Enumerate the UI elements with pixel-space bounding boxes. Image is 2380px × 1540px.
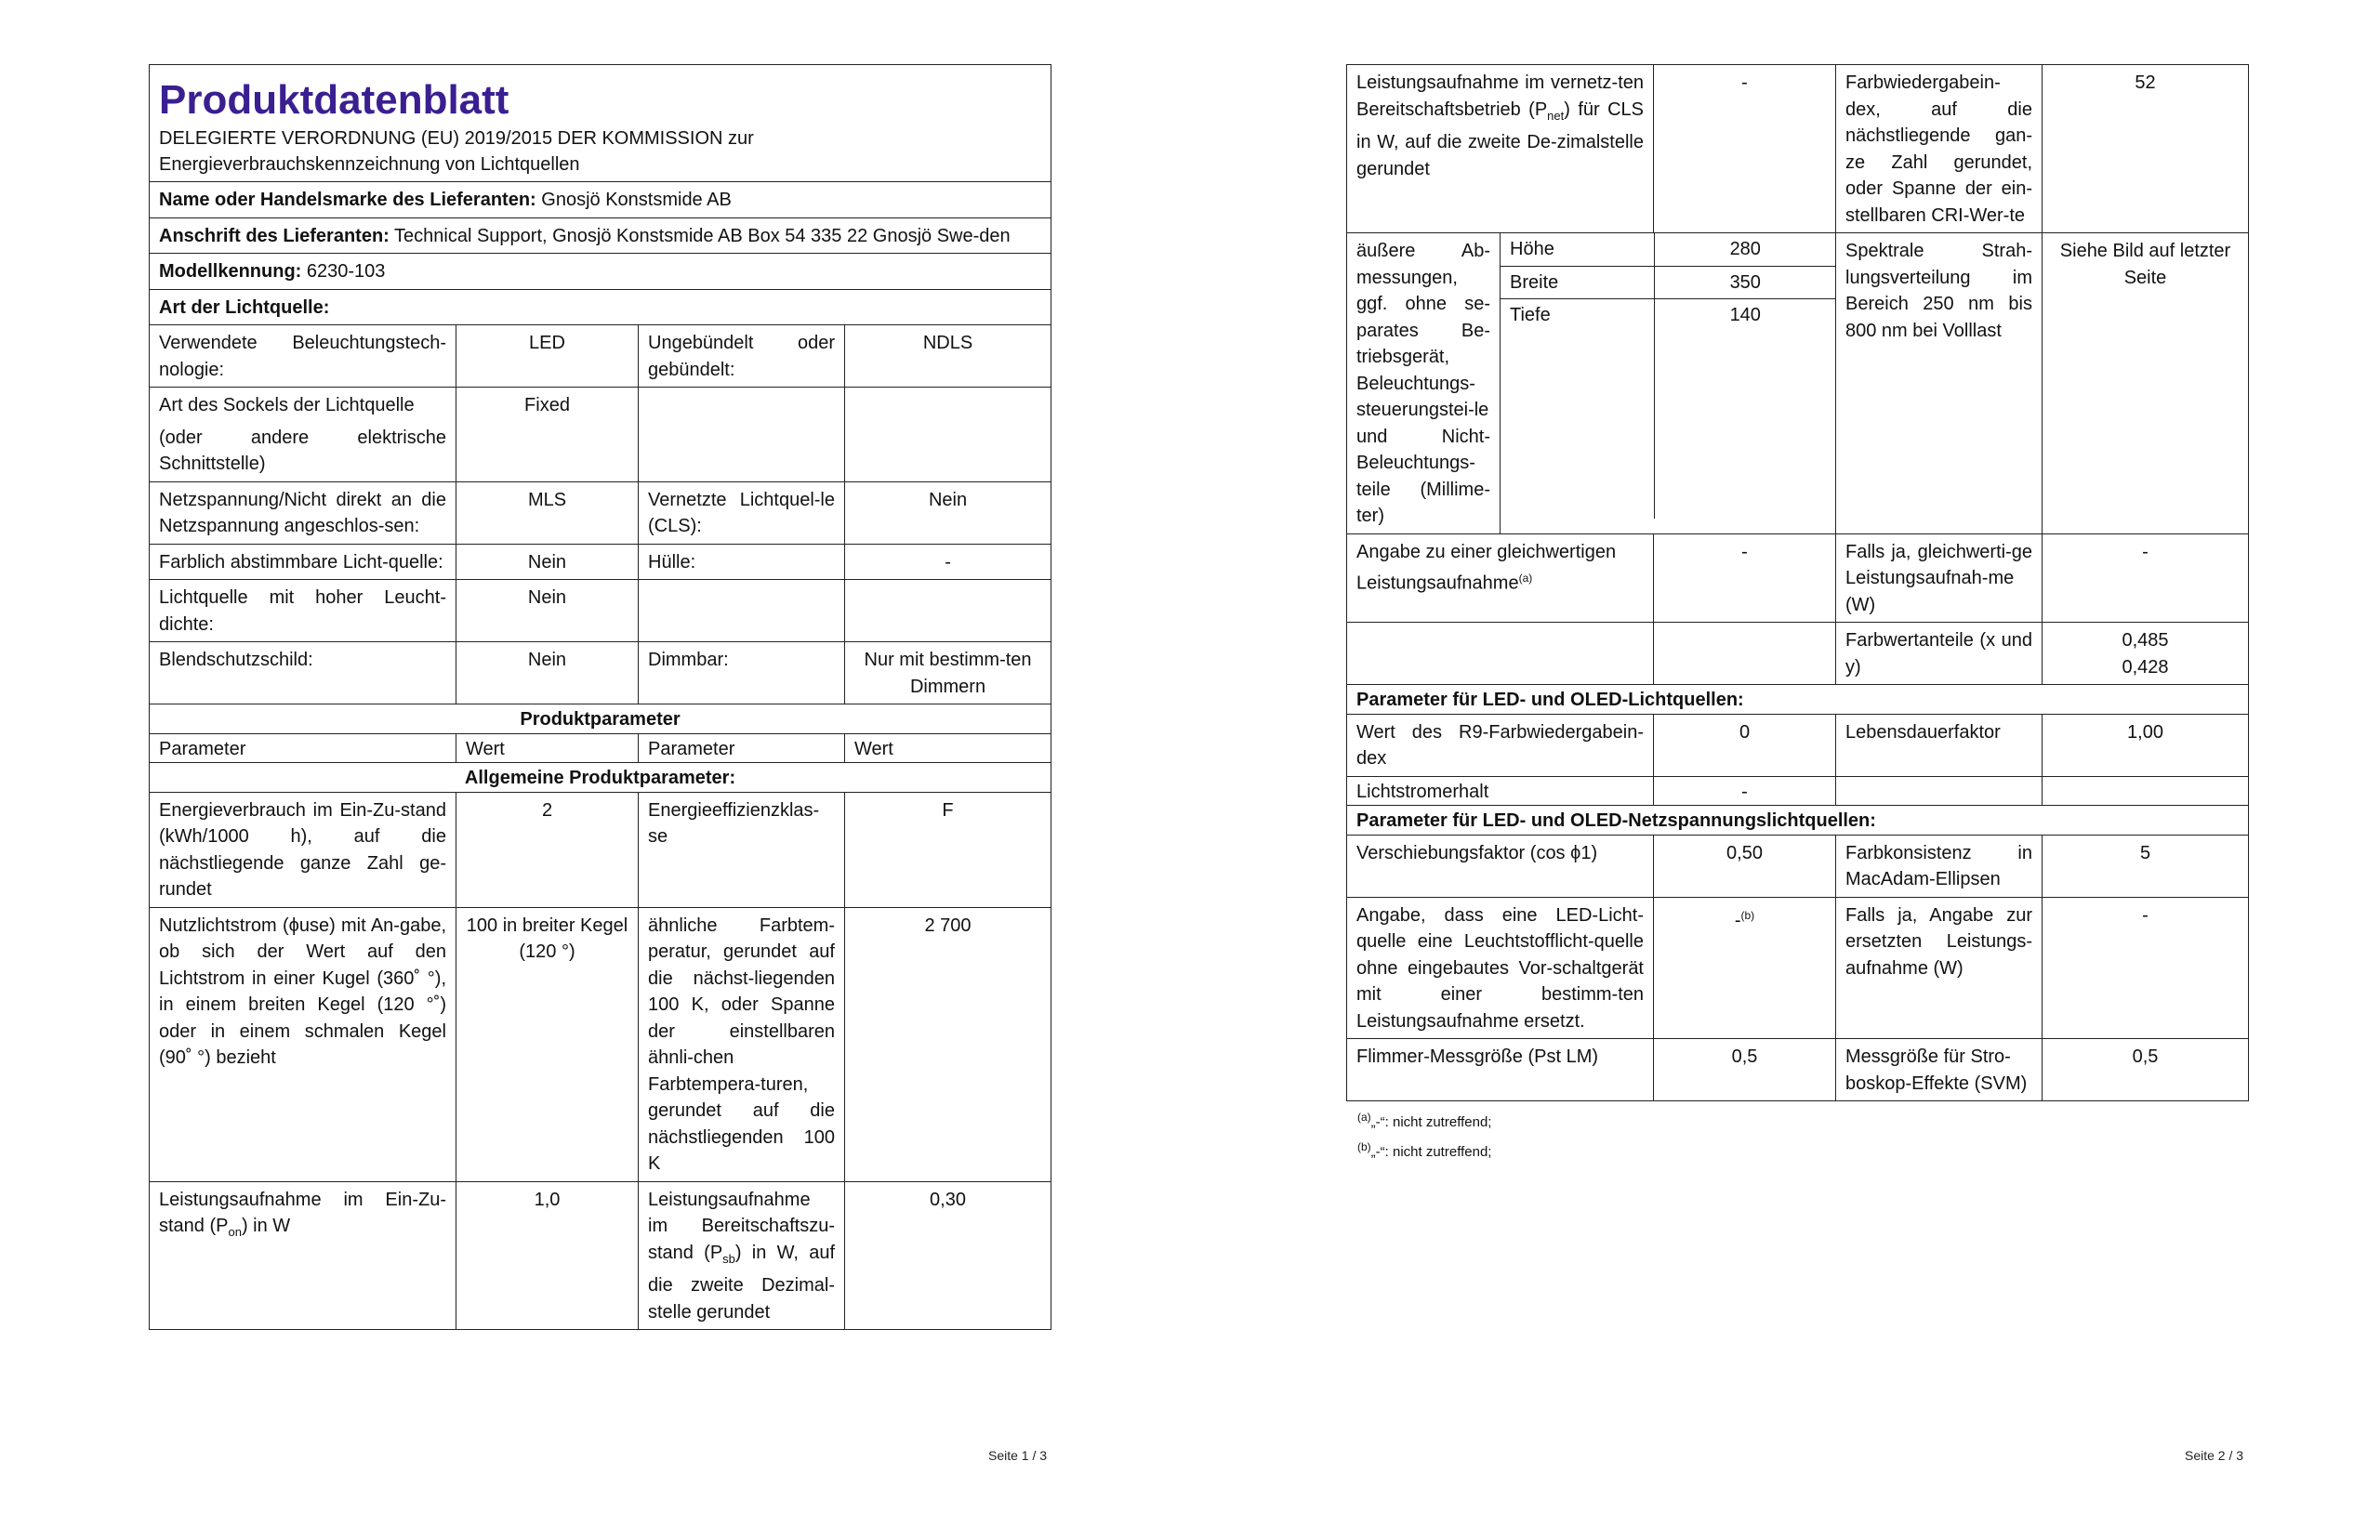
param-value: 2 700 (845, 907, 1051, 1181)
datasheet-page-2 (1346, 64, 2248, 1165)
supplier-address-value: Technical Support, Gnosjö Konstsmide AB Box 54 335 22 Gnosjö Swe-den (394, 225, 1011, 246)
param-label: Falls ja, Angabe zur ersetzten Leistungs-aufnahme (W) (1836, 897, 2043, 1039)
chroma-y: 0,428 (2122, 656, 2169, 678)
table-row (1347, 533, 2249, 623)
param-value: Nein (456, 642, 639, 704)
table-row (150, 1181, 1051, 1330)
param-label: Energieverbrauch im Ein-Zu-stand (kWh/1000 h), auf die nächstliegende ganze Zahl ge-rundet (150, 792, 456, 907)
param-value: 1,00 (2043, 714, 2249, 776)
param-value: LED (456, 325, 639, 388)
footnote-b: $^{(b)}$„-“: nicht zutreffend; (1357, 1140, 1492, 1160)
dimension-value: 350 (1654, 266, 1836, 299)
param-value: 52 (2043, 65, 2249, 233)
footnotes (1346, 1105, 2248, 1165)
param-label: Messgröße für Stro-boskop-Effekte (SVM) (1836, 1039, 2043, 1101)
param-value (845, 580, 1051, 642)
param-label: Lebensdauerfaktor (1836, 714, 2043, 776)
param-value: Nein (845, 481, 1051, 544)
param-label: Ungebündelt oder gebündelt: (639, 325, 845, 388)
param-value: 2 (456, 792, 639, 907)
column-header: Parameter (639, 733, 845, 763)
param-value: - (1654, 776, 1836, 806)
supplier-name-value: Gnosjö Konstsmide AB (541, 190, 732, 210)
socket-label-note: (oder andere elektrische Schnittstelle) (159, 427, 446, 474)
param-value (2043, 623, 2249, 685)
param-label: ähnliche Farbtem-peratur, gerundet auf die nächst-liegenden 100 K, oder Spanne der einstellbaren ähnli-chen Farbtempera-turen, gerundet auf die nächstliegenden 100 K (639, 907, 845, 1181)
param-value: NDLS (845, 325, 1051, 388)
param-label: Dimmbar: (639, 642, 845, 704)
page-number-2: Seite 2 / 3 (2185, 1448, 2244, 1463)
supplier-address-label: Anschrift des Lieferanten: (159, 225, 390, 246)
param-value: - (845, 544, 1051, 580)
dimension-label: Breite (1501, 266, 1654, 299)
general-params-header: Allgemeine Produktparameter: (150, 763, 1051, 793)
param-label (639, 388, 845, 482)
mains-params-header: Parameter für LED- und OLED-Netzspannungslichtquellen: (1347, 806, 2249, 836)
supplier-name-label: Name oder Handelsmarke des Lieferanten: (159, 190, 536, 210)
dimension-label: Höhe (1501, 233, 1654, 266)
dimension-value: 280 (1654, 233, 1836, 266)
table-row (1347, 623, 2249, 685)
param-label: Wert des R9-Farbwiedergabein-dex (1347, 714, 1654, 776)
led-params-header: Parameter für LED- und OLED-Lichtquellen: (1347, 685, 2249, 715)
param-label: Leistungsaufnahme im vernetz-ten Bereitschaftsbetrieb $(P_{net})$ für CLS in W, auf die zweite De-zimalstelle gerundet (1347, 65, 1654, 233)
socket-label: Art des Sockels der Lichtquelle (159, 395, 415, 415)
param-label: Leistungsaufnahme im Ein-Zu-stand $(P_{on})$ in W (150, 1181, 456, 1330)
spectral-label: Spektrale Strah-lungsverteilung im Bereich 250 nm bis 800 nm bei Volllast (1836, 233, 2043, 534)
dimensions-cell (1501, 233, 1836, 534)
datasheet-table-2 (1346, 64, 2249, 1101)
param-label: Lichtstromerhalt (1347, 776, 1654, 806)
param-label (639, 580, 845, 642)
param-value: MLS (456, 481, 639, 544)
page-title: Produktdatenblatt (159, 77, 509, 123)
column-header: Wert (845, 733, 1051, 763)
param-label: Hülle: (639, 544, 845, 580)
param-label: Flimmer-Messgröße (Pst LM) (1347, 1039, 1654, 1101)
model-value: 6230-103 (306, 261, 386, 282)
param-label: Blendschutzschild: (150, 642, 456, 704)
table-row (150, 481, 1051, 544)
param-label (150, 388, 456, 482)
regulation-line-2: Energieverbrauchskennzeichnung von Lichtquellen (159, 154, 580, 175)
param-value: 100 in breiter Kegel (120 °) (456, 907, 639, 1181)
param-value: 0,5 (1654, 1039, 1836, 1101)
dimension-label: Tiefe (1501, 299, 1654, 520)
param-value: 1,0 (456, 1181, 639, 1330)
product-params-header: Produktparameter (150, 704, 1051, 734)
param-label: Falls ja, gleichwerti-ge Leistungsaufnah-me (W) (1836, 533, 2043, 623)
param-value: -$^{(b)}$ (1654, 897, 1836, 1039)
model-row (150, 254, 1051, 290)
param-label: Farbwiedergabein-dex, auf die nächstliegende gan-ze Zahl gerundet, oder Spanne der ein-stellbaren CRI-Wer-te (1836, 65, 2043, 233)
regulation-line-1: DELEGIERTE VERORDNUNG (EU) 2019/2015 DER KOMMISSION zur (159, 128, 754, 149)
param-value: 0,5 (2043, 1039, 2249, 1101)
table-row (150, 325, 1051, 388)
param-label: Farbwertanteile (x und y) (1836, 623, 2043, 685)
column-header-row (150, 733, 1051, 763)
page-number-1: Seite 1 / 3 (988, 1448, 1048, 1463)
param-value: Fixed (456, 388, 639, 482)
table-row (1347, 897, 2249, 1039)
table-row (1347, 65, 2249, 233)
param-value (845, 388, 1051, 482)
param-label: Vernetzte Lichtquel-le (CLS): (639, 481, 845, 544)
param-label: Farbkonsistenz in MacAdam-Ellipsen (1836, 835, 2043, 897)
table-row (1347, 714, 2249, 776)
param-value: - (1654, 65, 1836, 233)
dimension-value: 140 (1729, 305, 1761, 325)
column-header: Wert (456, 733, 639, 763)
param-value: - (2043, 533, 2249, 623)
footnote-a: $^{(a)}$„-“: nicht zutreffend; (1357, 1111, 1492, 1130)
supplier-name-row (150, 182, 1051, 218)
column-header: Parameter (150, 733, 456, 763)
datasheet-page-1 (149, 64, 1051, 1330)
table-row (150, 792, 1051, 907)
spectral-value: Siehe Bild auf letzter Seite (2043, 233, 2249, 534)
table-row (1347, 233, 2249, 534)
param-value: 0 (1654, 714, 1836, 776)
table-row (1347, 835, 2249, 897)
light-type-header: Art der Lichtquelle: (150, 289, 1051, 325)
table-row (1347, 1039, 2249, 1101)
param-label: Farblich abstimmbare Licht-quelle: (150, 544, 456, 580)
dimensions-table (1501, 233, 1836, 519)
table-row (1347, 776, 2249, 806)
param-label: Lichtquelle mit hoher Leucht-dichte: (150, 580, 456, 642)
param-value: 0,30 (845, 1181, 1051, 1330)
chroma-x: 0,485 (2122, 630, 2169, 651)
datasheet-table-1 (149, 64, 1051, 1330)
table-row (150, 580, 1051, 642)
param-value: 0,50 (1654, 835, 1836, 897)
supplier-address-row (150, 217, 1051, 254)
title-cell (150, 65, 1051, 182)
param-label: Leistungsaufnahme im Bereitschaftszu-stand $(P_{sb})$ in W, auf die zweite Dezimal-stelle gerundet (639, 1181, 845, 1330)
param-label: Netzspannung/Nicht direkt an die Netzspannung angeschlos-sen: (150, 481, 456, 544)
param-label: Verwendete Beleuchtungstech-nologie: (150, 325, 456, 388)
param-label: Verschiebungsfaktor (cos ϕ1) (1347, 835, 1654, 897)
param-label: Energieeffizienzklas-se (639, 792, 845, 907)
param-value: F (845, 792, 1051, 907)
param-label: Angabe, dass eine LED-Licht-quelle eine Leuchtstofflicht-quelle ohne eingebautes Vor-schaltgerät mit einer bestimm-ten Leistungsaufnahme ersetzt. (1347, 897, 1654, 1039)
param-value: Nein (456, 544, 639, 580)
table-row (150, 544, 1051, 580)
param-value: 5 (2043, 835, 2249, 897)
param-value: Nur mit bestimm-ten Dimmern (845, 642, 1051, 704)
param-label: Angabe zu einer gleichwertigen Leistungsaufnahme$^{(a)}$ (1347, 533, 1654, 623)
param-value: - (1654, 533, 1836, 623)
table-row (150, 642, 1051, 704)
dimensions-label: äußere Ab-messungen, ggf. ohne se-parates Be-triebsgerät, Beleuchtungs-steuerungstei-le und Nicht-Beleuchtungs-teile (Millime-ter) (1347, 233, 1501, 534)
table-row (150, 907, 1051, 1181)
param-label: Nutzlichtstrom (ϕuse) mit An-gabe, ob sich der Wert auf den Lichtstrom in einer Kugel (360˚ °), in einem breiten Kegel (120 °˚) oder in einem schmalen Kegel (90˚ °) bezieht (150, 907, 456, 1181)
model-label: Modellkennung: (159, 261, 302, 282)
table-row (150, 388, 1051, 482)
param-value: - (2043, 897, 2249, 1039)
param-value: Nein (456, 580, 639, 642)
